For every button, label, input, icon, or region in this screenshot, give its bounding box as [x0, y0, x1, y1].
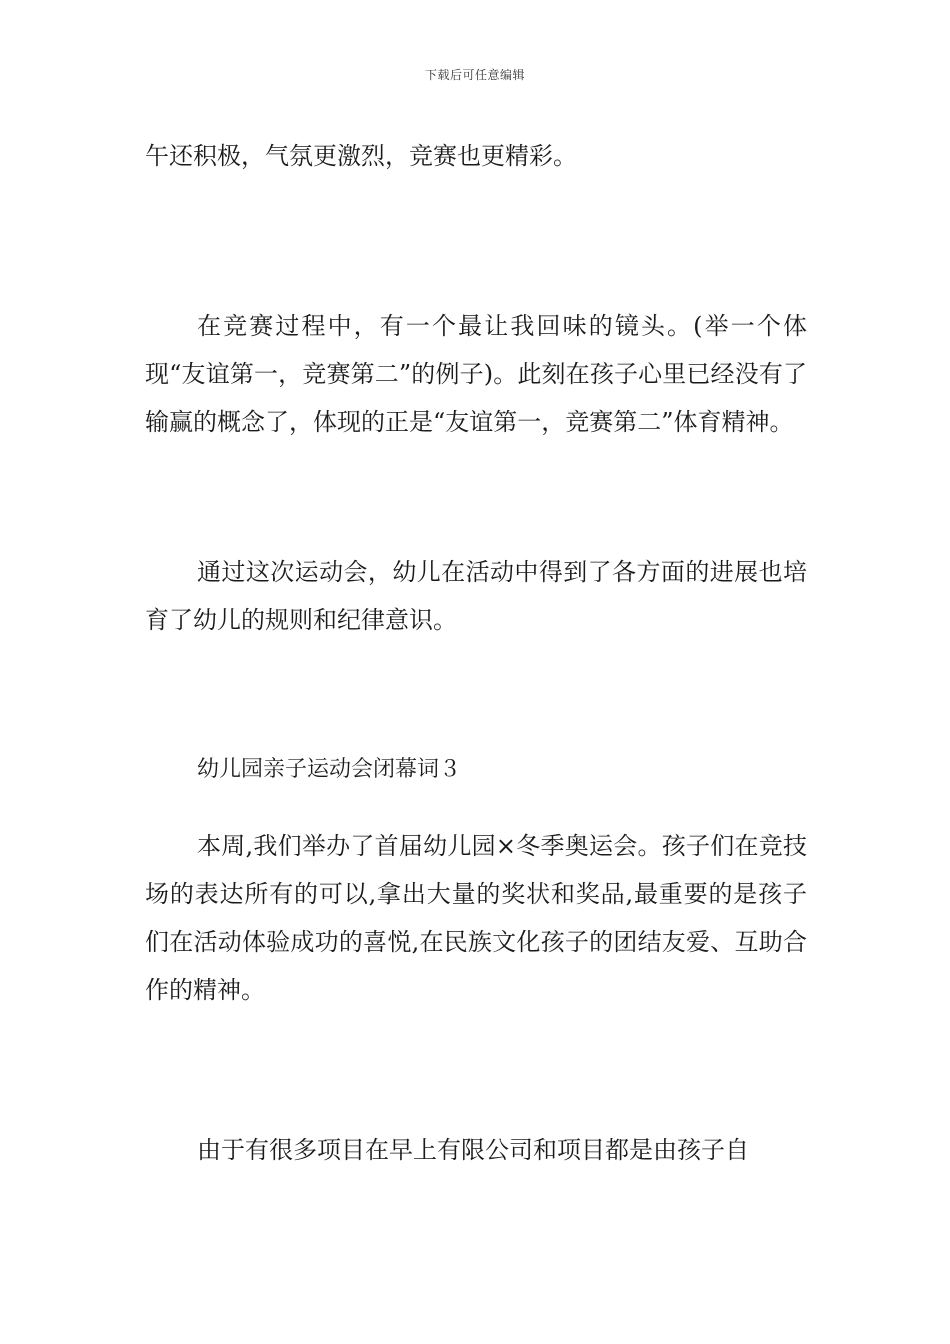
paragraph-projects: 由于有很多项目在早上有限公司和项目都是由孩子自: [197, 1136, 749, 1164]
document-body: [145, 132, 807, 1174]
paragraph-continuation: 午还积极，气氛更激烈，竞赛也更精彩。: [145, 142, 577, 170]
header-note: 下载后可任意编辑: [424, 68, 525, 82]
paragraph-winter-games: 本周,我们举办了首届幼儿园×冬季奥运会。孩子们在竞技场的表达所有的可以,拿出大量的奖状和奖品,最重要的是孩子们在活动体验成功的喜悦,在民族文化孩子的团结友爱、互助合作的精神。: [145, 832, 807, 1004]
section-heading: 幼儿园亲子运动会闭幕词３: [197, 757, 462, 782]
paragraph-competition-scene: 在竞赛过程中，有一个最让我回味的镜头。(举一个体现“友谊第一，竞赛第二”的例子)。此刻在孩子心里已经没有了输赢的概念了，体现的正是“友谊第一，竞赛第二”体育精神。: [145, 312, 807, 436]
paragraph-games-outcome: 通过这次运动会，幼儿在活动中得到了各方面的进展也培育了幼儿的规则和纪律意识。: [145, 558, 807, 634]
